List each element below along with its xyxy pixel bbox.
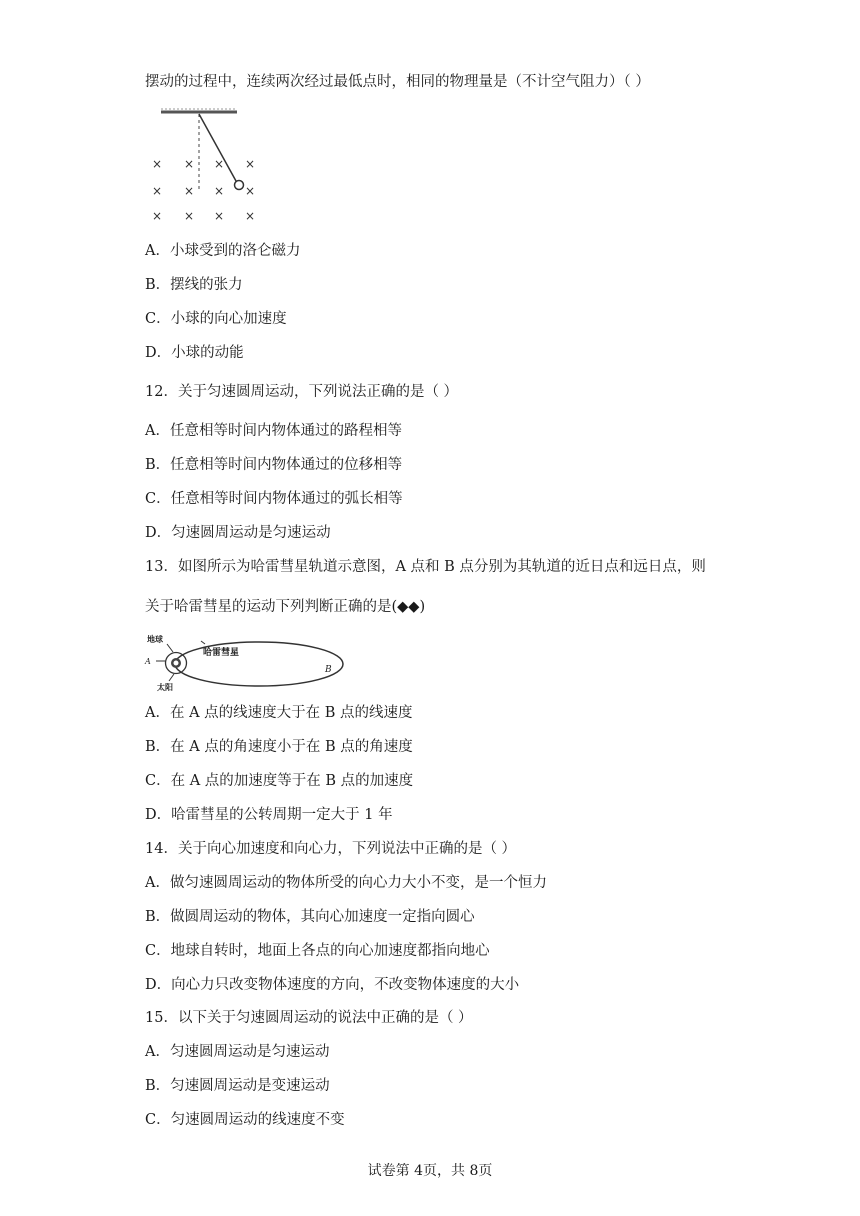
q15-option-c: C．匀速圆周运动的线速度不变 (145, 1112, 345, 1128)
svg-text:×: × (183, 209, 195, 223)
svg-text:×: × (244, 184, 256, 198)
page-footer: 试卷第 4页，共 8页 (367, 1163, 493, 1179)
q12-option-a: A．任意相等时间内物体通过的路程相等 (145, 423, 402, 439)
q13-option-c: C．在 A 点的加速度等于在 B 点的加速度 (145, 773, 414, 789)
halley-comet-orbit-figure (143, 632, 348, 694)
q11-option-a: A．小球受到的洛仑磁力 (145, 243, 301, 259)
point-b-label: B (325, 665, 332, 675)
svg-text:×: × (213, 209, 225, 223)
svg-text:×: × (183, 184, 195, 198)
earth-label: 地球 (147, 635, 163, 644)
q11-stem: 摆动的过程中，连续两次经过最低点时，相同的物理量是（不计空气阻力）（ ） (145, 74, 650, 90)
svg-text:×: × (213, 157, 225, 171)
q11-option-b: B．摆线的张力 (145, 277, 243, 293)
q15-stem: 15．以下关于匀速圆周运动的说法中正确的是（ ） (145, 1010, 473, 1026)
svg-text:×: × (151, 157, 163, 171)
q15-option-b: B．匀速圆周运动是变速运动 (145, 1078, 330, 1094)
q13-option-b: B．在 A 点的角速度小于在 B 点的角速度 (145, 739, 413, 755)
q13-option-a: A．在 A 点的线速度大于在 B 点的线速度 (145, 705, 413, 721)
q15-option-a: A．匀速圆周运动是匀速运动 (145, 1044, 330, 1060)
q14-option-a: A．做匀速圆周运动的物体所受的向心力大小不变，是一个恒力 (145, 875, 547, 891)
q13-stem-line1: 13．如图所示为哈雷彗星轨道示意图，A 点和 B 点分别为其轨道的近日点和远日点，则 (145, 559, 706, 575)
svg-text:×: × (244, 157, 256, 171)
q14-option-d: D．向心力只改变物体速度的方向，不改变物体速度的大小 (145, 977, 520, 993)
q14-stem: 14．关于向心加速度和向心力，下列说法中正确的是（ ） (145, 841, 517, 857)
svg-text:×: × (151, 184, 163, 198)
q12-option-c: C．任意相等时间内物体通过的弧长相等 (145, 491, 403, 507)
q14-option-b: B．做圆周运动的物体，其向心加速度一定指向圆心 (145, 909, 475, 925)
svg-text:×: × (244, 209, 256, 223)
point-a-label: A (145, 657, 151, 666)
svg-text:×: × (151, 209, 163, 223)
q13-stem-line2: 关于哈雷彗星的运动下列判断正确的是(◆◆) (145, 599, 426, 615)
q12-option-b: B．任意相等时间内物体通过的位移相等 (145, 457, 403, 473)
q13-option-d: D．哈雷彗星的公转周期一定大于 1 年 (145, 807, 393, 823)
q11-option-c: C．小球的向心加速度 (145, 311, 287, 327)
sun-label: 太阳 (157, 683, 173, 692)
q12-stem: 12．关于匀速圆周运动，下列说法正确的是（ ） (145, 384, 459, 400)
svg-text:×: × (213, 184, 225, 198)
svg-text:×: × (183, 157, 195, 171)
q12-option-d: D．匀速圆周运动是匀速运动 (145, 525, 331, 541)
q11-option-d: D．小球的动能 (145, 345, 244, 361)
pendulum-magnetic-field-figure (145, 104, 270, 224)
comet-label: 哈雷彗星 (203, 648, 240, 658)
q14-option-c: C．地球自转时，地面上各点的向心加速度都指向地心 (145, 943, 490, 959)
